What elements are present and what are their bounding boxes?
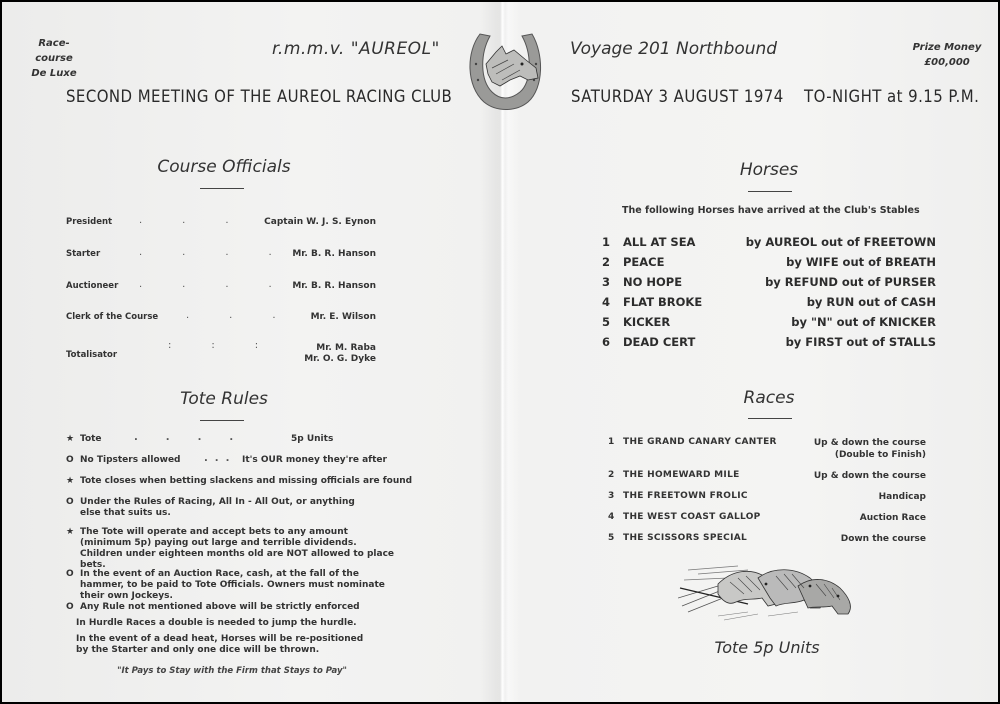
racing-horses-illustration	[678, 560, 858, 628]
horseshoe-horse-head-icon	[462, 24, 552, 116]
rule-item: O Under the Rules of Racing, All In - All Out, or anything else that suits us.	[66, 497, 355, 518]
race-row: 5 THE SCISSORS SPECIAL Down the course	[608, 533, 926, 544]
meeting-time: TO-NIGHT at 9.15 P.M.	[804, 87, 980, 107]
star-bullet-icon: ★	[66, 527, 75, 537]
race-name: THE FREETOWN FROLIC	[623, 491, 748, 501]
badge-line-2: De Luxe	[31, 68, 77, 79]
circle-bullet-icon: O	[66, 602, 74, 612]
races-title: Races	[743, 388, 795, 408]
horse-breeding: by "N" out of KNICKER	[791, 315, 936, 329]
leader-dots: :::	[168, 340, 299, 351]
official-name: Mr. O. G. Dyke	[304, 354, 376, 364]
race-name: THE SCISSORS SPECIAL	[623, 533, 748, 543]
circle-bullet-icon: O	[66, 569, 74, 579]
horses-title: Horses	[739, 160, 799, 180]
meeting-title: SECOND MEETING OF THE AUREOL RACING CLUB	[66, 87, 453, 107]
race-description: Up & down the course (Double to Finish)	[813, 438, 926, 460]
race-description: Handicap	[878, 492, 926, 502]
race-row: 4 THE WEST COAST GALLOP Auction Race	[608, 512, 926, 523]
rule-item: ★ Tote closes when betting slackens and missing officials are found	[66, 476, 413, 486]
prize-money-label: Prize Money	[912, 42, 982, 53]
horse-name: DEAD CERT	[623, 335, 696, 349]
race-programme	[2, 2, 998, 702]
race-name: THE HOMEWARD MILE	[623, 470, 740, 480]
official-name: Mr. M. Raba	[316, 343, 376, 353]
horse-breeding: by WIFE out of BREATH	[786, 255, 936, 269]
horse-row: 6 DEAD CERT by FIRST out of STALLS	[602, 335, 936, 349]
rule-item: In the event of a dead heat, Horses will be re-positioned by the Starter and only one dice will be thrown.	[76, 634, 364, 655]
official-name: Mr. B. R. Hanson	[292, 281, 376, 291]
divider	[200, 420, 244, 421]
official-role: Totalisator	[66, 350, 118, 360]
horse-name: FLAT BROKE	[623, 295, 703, 309]
horse-row: 1 ALL AT SEA by AUREOL out of FREETOWN	[602, 235, 936, 249]
official-name: Captain W. J. S. Eynon	[264, 217, 376, 227]
official-name: Mr. E. Wilson	[310, 312, 376, 322]
horse-name: NO HOPE	[623, 275, 683, 289]
official-role: Clerk of the Course	[66, 312, 159, 322]
star-bullet-icon: ★	[66, 476, 75, 486]
official-role: Starter	[66, 249, 101, 259]
rule-item: ★ Tote .... 5p Units	[66, 432, 334, 444]
race-description: Up & down the course	[813, 471, 926, 481]
official-name: Mr. B. R. Hanson	[292, 249, 376, 259]
race-name: THE GRAND CANARY CANTER	[623, 437, 777, 447]
official-names-totalisator	[242, 343, 376, 365]
race-row: 3 THE FREETOWN FROLIC Handicap	[608, 491, 926, 502]
tote-motto: "It Pays to Stay with the Firm that Stays to Pay"	[117, 666, 347, 676]
horse-name: PEACE	[623, 255, 665, 269]
tote-rules-title: Tote Rules	[180, 389, 268, 409]
leader-dots: ....	[139, 279, 312, 290]
circle-bullet-icon: O	[66, 497, 74, 507]
divider	[748, 418, 792, 419]
race-row: 1 THE GRAND CANARY CANTER Up & down the course (Double to Finish)	[608, 437, 926, 460]
course-officials-title: Course Officials	[157, 157, 291, 177]
circle-bullet-icon: O	[66, 455, 74, 465]
horse-name: KICKER	[623, 315, 671, 329]
horse-row: 4 FLAT BROKE by RUN out of CASH	[602, 295, 936, 309]
horse-breeding: by REFUND out of PURSER	[765, 275, 936, 289]
ship-name: r.m.m.v. "AUREOL"	[272, 39, 440, 59]
rule-value: 5p Units	[291, 434, 334, 444]
horse-breeding: by FIRST out of STALLS	[785, 335, 936, 349]
rule-value: It's OUR money they're after	[242, 455, 387, 465]
divider	[748, 191, 792, 192]
leader-dots: ...	[186, 310, 316, 321]
rule-item: O No Tipsters allowed ... It's OUR money they're after	[66, 453, 387, 465]
race-name: THE WEST COAST GALLOP	[623, 512, 761, 522]
badge-line-1: Race-course	[35, 38, 73, 64]
rule-item: In Hurdle Races a double is needed to jump the hurdle.	[76, 618, 357, 628]
race-description: Auction Race	[859, 513, 926, 523]
official-role: President	[66, 217, 113, 227]
divider	[200, 188, 244, 189]
meeting-date: SATURDAY 3 AUGUST 1974	[571, 87, 784, 107]
rule-item: ★ The Tote will operate and accept bets to any amount (minimum 5p) paying out large and terrible dividends. Children under eighteen months old are NOT allowed to place bets.	[66, 527, 395, 570]
leader-dots: ...	[204, 453, 237, 464]
voyage-label: Voyage 201 Northbound	[570, 39, 778, 59]
leader-dots: ....	[139, 247, 312, 258]
official-role: Auctioneer	[66, 281, 119, 291]
racecourse-badge	[22, 36, 86, 81]
race-row: 2 THE HOMEWARD MILE Up & down the course	[608, 470, 926, 481]
leader-dots: ....	[134, 432, 262, 443]
rule-item: O Any Rule not mentioned above will be strictly enforced	[66, 602, 360, 612]
horse-row: 5 KICKER by "N" out of KNICKER	[602, 315, 936, 329]
horse-row: 3 NO HOPE by REFUND out of PURSER	[602, 275, 936, 289]
horse-row: 2 PEACE by WIFE out of BREATH	[602, 255, 936, 269]
horse-name: ALL AT SEA	[623, 235, 696, 249]
star-bullet-icon: ★	[66, 434, 75, 444]
prize-money	[912, 40, 982, 70]
horse-breeding: by AUREOL out of FREETOWN	[745, 235, 936, 249]
horses-intro: The following Horses have arrived at the Club's Stables	[622, 205, 920, 216]
horse-breeding: by RUN out of CASH	[806, 295, 936, 309]
rule-item: O In the event of an Auction Race, cash, at the fall of the hammer, to be paid to Tote Officials. Owners must nominate their own Jockeys.	[66, 569, 385, 601]
race-description: Down the course	[840, 534, 926, 544]
tote-units-footer: Tote 5p Units	[714, 638, 820, 657]
leader-dots: ...	[139, 215, 269, 226]
prize-money-value: £00,000	[924, 57, 970, 68]
